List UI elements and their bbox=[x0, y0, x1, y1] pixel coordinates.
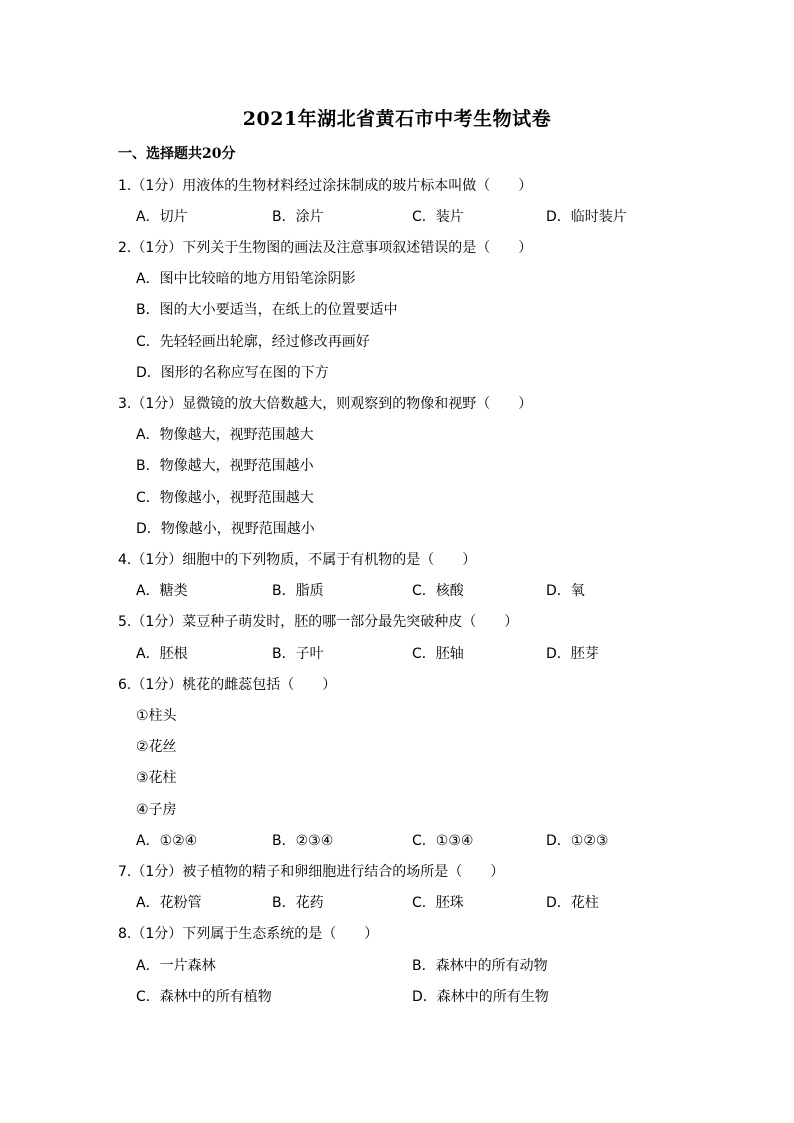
q7-option-d: D．花柱 bbox=[546, 895, 599, 911]
q6-item-4: ④子房 bbox=[136, 802, 177, 818]
q6-item-2: ②花丝 bbox=[136, 739, 177, 755]
q6-option-a: A．①②④ bbox=[136, 833, 198, 849]
q8-option-d: D．森林中的所有生物 bbox=[412, 989, 549, 1005]
q8-option-b: B．森林中的所有动物 bbox=[412, 958, 548, 974]
question-5-stem: 5.（1分）菜豆种子萌发时，胚的哪一部分最先突破种皮（ ） bbox=[118, 614, 519, 630]
q1-option-c: C．装片 bbox=[412, 209, 464, 225]
q8-option-a: A．一片森林 bbox=[136, 958, 216, 974]
question-1-stem: 1.（1分）用液体的生物材料经过涂抹制成的玻片标本叫做（ ） bbox=[118, 178, 533, 194]
q1-option-a: A．切片 bbox=[136, 209, 188, 225]
section-heading: 一、选择题共20分 bbox=[118, 146, 236, 162]
q4-option-c: C．核酸 bbox=[412, 583, 464, 599]
q4-option-a: A．糖类 bbox=[136, 583, 188, 599]
q8-option-c: C．森林中的所有植物 bbox=[136, 989, 272, 1005]
q3-option-b: B．物像越大，视野范围越小 bbox=[136, 458, 314, 474]
question-2-stem: 2.（1分）下列关于生物图的画法及注意事项叙述错误的是（ ） bbox=[118, 240, 533, 256]
q3-option-c: C．物像越小，视野范围越大 bbox=[136, 490, 314, 506]
q1-option-b: B．涂片 bbox=[272, 209, 324, 225]
q7-option-b: B．花药 bbox=[272, 895, 324, 911]
q6-option-c: C．①③④ bbox=[412, 833, 474, 849]
q7-option-c: C．胚珠 bbox=[412, 895, 464, 911]
question-6-stem: 6.（1分）桃花的雌蕊包括（ ） bbox=[118, 677, 337, 693]
q2-option-b: B．图的大小要适当，在纸上的位置要适中 bbox=[136, 302, 398, 318]
q6-option-b: B．②③④ bbox=[272, 833, 334, 849]
page-title: 2021年湖北省黄石市中考生物试卷 bbox=[242, 108, 552, 130]
q2-option-d: D．图形的名称应写在图的下方 bbox=[136, 365, 329, 381]
q5-option-b: B．子叶 bbox=[272, 646, 324, 662]
q6-item-1: ①柱头 bbox=[136, 708, 177, 724]
q5-option-d: D．胚芽 bbox=[546, 646, 599, 662]
q5-option-c: C．胚轴 bbox=[412, 646, 464, 662]
q4-option-b: B．脂质 bbox=[272, 583, 324, 599]
q2-option-c: C．先轻轻画出轮廓，经过修改再画好 bbox=[136, 334, 370, 350]
question-4-stem: 4.（1分）细胞中的下列物质，不属于有机物的是（ ） bbox=[118, 552, 477, 568]
q4-option-d: D．氧 bbox=[546, 583, 585, 599]
q6-option-d: D．①②③ bbox=[546, 833, 609, 849]
q5-option-a: A．胚根 bbox=[136, 646, 188, 662]
q1-option-d: D．临时装片 bbox=[546, 209, 627, 225]
q6-item-3: ③花柱 bbox=[136, 770, 177, 786]
q3-option-d: D．物像越小，视野范围越小 bbox=[136, 521, 315, 537]
q7-option-a: A．花粉管 bbox=[136, 895, 202, 911]
q2-option-a: A．图中比较暗的地方用铅笔涂阴影 bbox=[136, 271, 356, 287]
question-7-stem: 7.（1分）被子植物的精子和卵细胞进行结合的场所是（ ） bbox=[118, 864, 505, 880]
q3-option-a: A．物像越大，视野范围越大 bbox=[136, 427, 314, 443]
question-8-stem: 8.（1分）下列属于生态系统的是（ ） bbox=[118, 926, 379, 942]
question-3-stem: 3.（1分）显微镜的放大倍数越大，则观察到的物像和视野（ ） bbox=[118, 396, 533, 412]
